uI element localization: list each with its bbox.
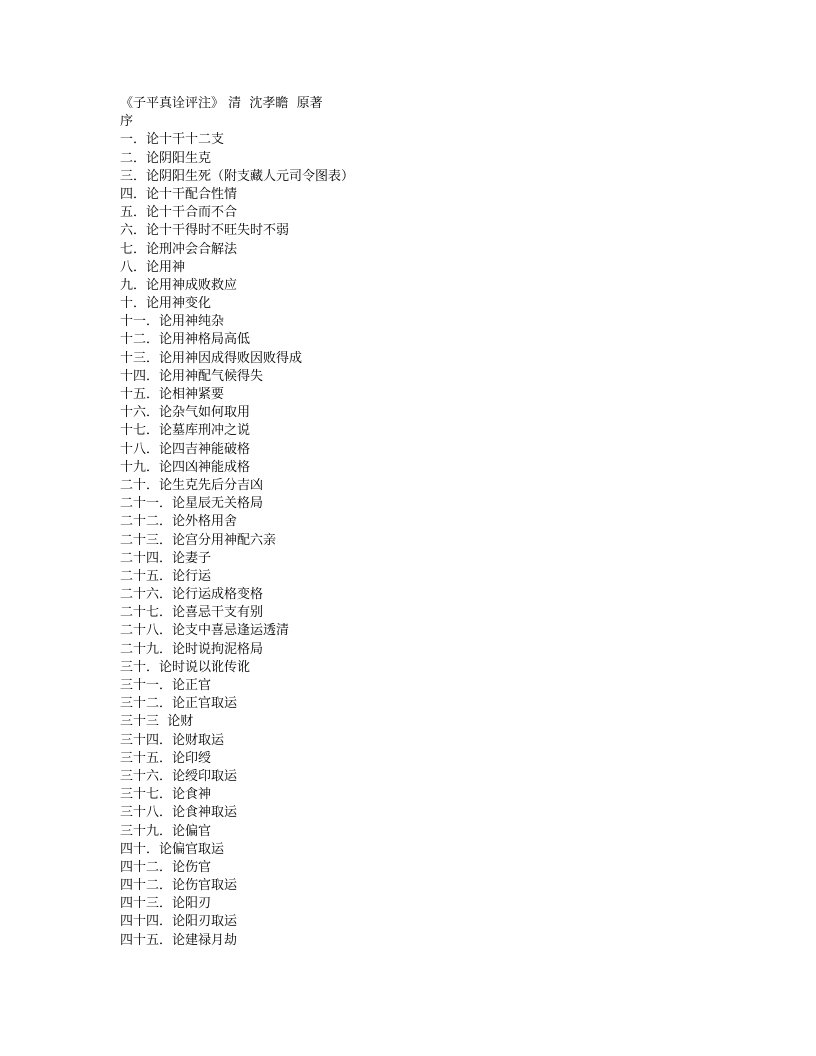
- toc-entry: 三十六．论绶印取运: [120, 768, 238, 784]
- toc-entry: 三十九．论偏官: [120, 823, 212, 839]
- toc-entry: 十六．论杂气如何取用: [120, 405, 251, 421]
- toc-entry: 三十八．论食神取运: [120, 805, 238, 821]
- toc-entry: 十四．论用神配气候得失: [120, 368, 264, 384]
- toc-entry: 八．论用神: [120, 259, 186, 275]
- toc-entry: 十．论用神变化: [120, 296, 212, 312]
- toc-entry: 二．论阴阳生克: [120, 150, 212, 166]
- toc-entry: 二十六．论行运成格变格: [120, 587, 264, 603]
- document-title: 《子平真诠评注》 清 沈孝瞻 原著: [120, 96, 323, 111]
- toc-entry: 七．论刑冲会合解法: [120, 241, 238, 257]
- toc-entry: 二十．论生克先后分吉凶: [120, 477, 264, 493]
- toc-entry: 十七．论墓库刑冲之说: [120, 423, 251, 439]
- toc-entry: 二十七．论喜忌干支有别: [120, 605, 264, 621]
- toc-entry: 三十一．论正官: [120, 678, 212, 693]
- toc-entry: 九．论用神成败救应: [120, 277, 238, 293]
- toc-entry: 二十八．论支中喜忌逢运透清: [120, 623, 290, 639]
- toc-entry: 四十．论偏官取运: [120, 841, 225, 857]
- toc-entry: 三．论阴阳生死（附支藏人元司令图表）: [120, 168, 355, 184]
- toc-entry: 四十二．论伤官取运: [120, 878, 238, 894]
- toc-entry: 一．论十干十二支: [120, 132, 225, 148]
- toc-entry: 四十三．论阳刃: [120, 896, 212, 912]
- toc-entry: 四十四．论阳刃取运: [120, 914, 238, 930]
- toc-entry: 四十五．论建禄月劫: [120, 932, 238, 948]
- toc-entry: 三十三 论财: [120, 714, 194, 730]
- toc-entry: 六．论十干得时不旺失时不弱: [120, 223, 290, 239]
- toc-entry: 三十四．论财取运: [120, 732, 225, 748]
- toc-entry: 十五．论相神紧要: [120, 387, 225, 402]
- toc-entry: 三十五．论印绶: [120, 750, 212, 766]
- toc-entry: 二十九．论时说拘泥格局: [120, 641, 264, 657]
- preface-entry: 序: [120, 114, 134, 130]
- toc-entry: 二十三．论宫分用神配六亲: [120, 532, 277, 548]
- toc-entry: 十三．论用神因成得败因败得成: [120, 350, 303, 366]
- toc-entry: 三十．论时说以讹传讹: [120, 659, 251, 675]
- toc-entry: 十八．论四吉神能破格: [120, 441, 251, 457]
- toc-entry: 二十一．论星辰无关格局: [120, 496, 264, 512]
- toc-entry: 二十四．论妻子: [120, 550, 212, 566]
- toc-entry: 四．论十干配合性情: [120, 186, 238, 202]
- toc-entry: 十一．论用神纯杂: [120, 314, 225, 330]
- toc-entry: 二十五．论行运: [120, 568, 212, 584]
- table-of-contents: [120, 95, 354, 950]
- toc-entry: 三十七．论食神: [120, 787, 212, 803]
- toc-entry: 十二．论用神格局高低: [120, 332, 251, 348]
- toc-entry: 十九．论四凶神能成格: [120, 459, 251, 475]
- toc-entry: 二十二．论外格用舍: [120, 514, 238, 530]
- toc-entry: 三十二．论正官取运: [120, 696, 238, 712]
- toc-entry: 四十二．论伤官: [120, 859, 212, 875]
- toc-entry: 五．论十干合而不合: [120, 205, 238, 221]
